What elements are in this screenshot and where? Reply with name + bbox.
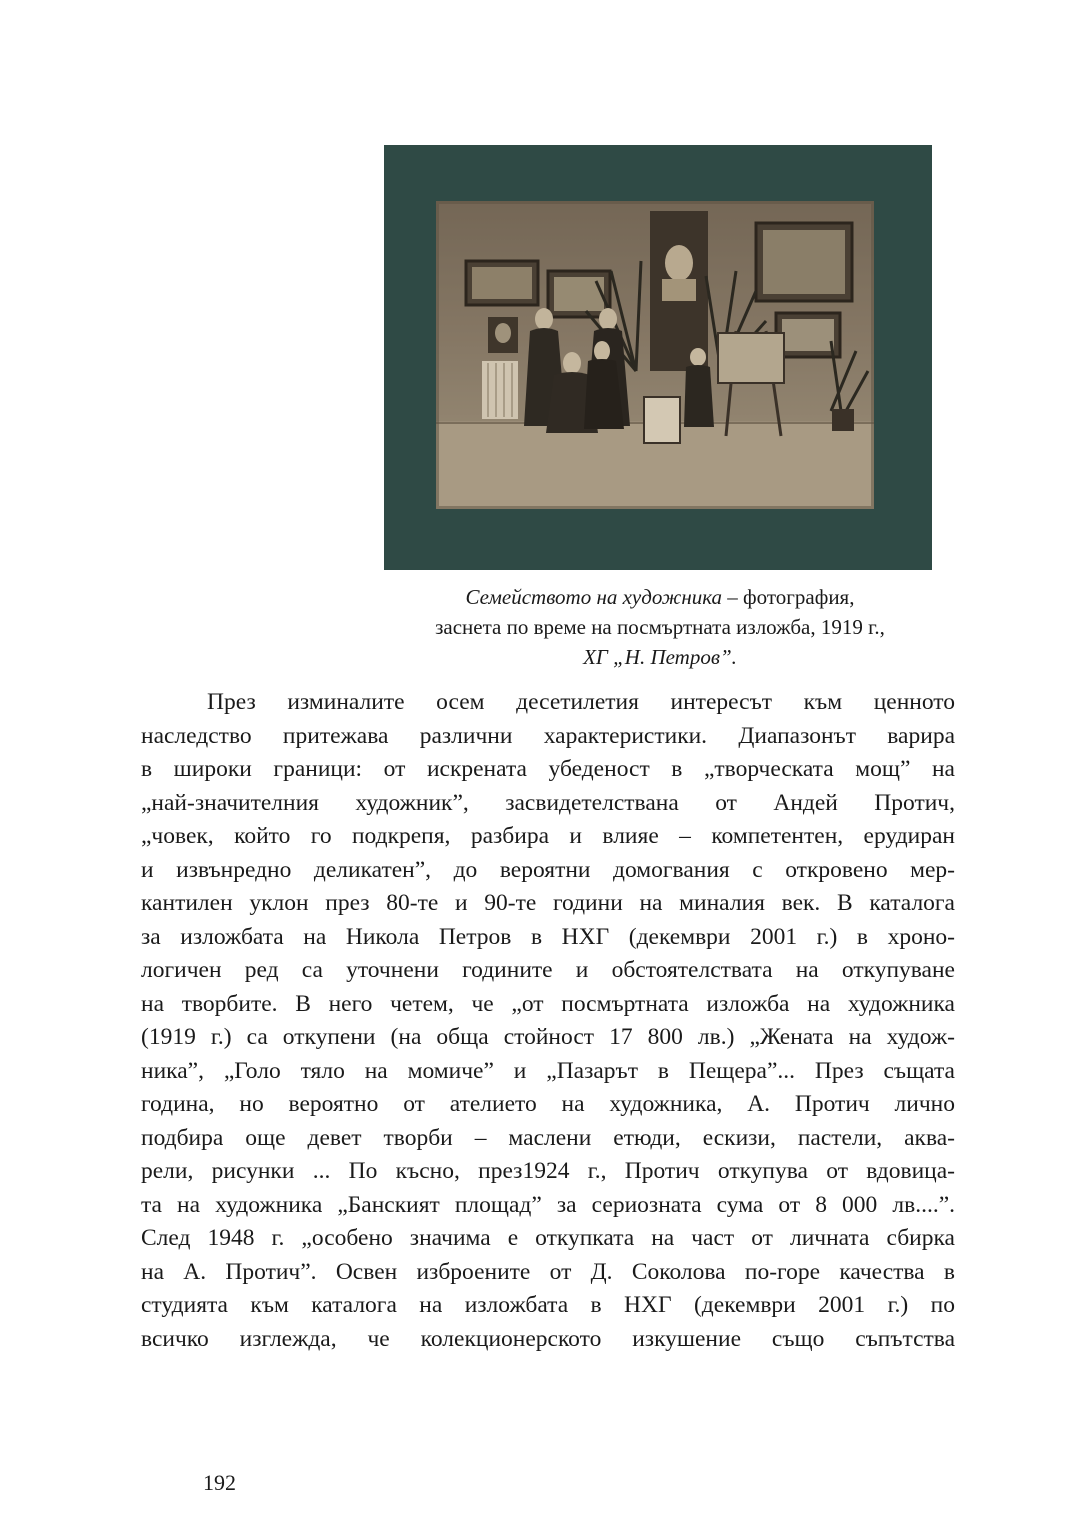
body-line: за изложбата на Никола Петров в НХГ (декември 2001 г.) в хроно-	[141, 923, 955, 950]
body-line: (1919 г.) са откупени (на обща стойност 17 800 лв.) „Жената на худож-	[141, 1024, 955, 1050]
photo-mat	[384, 145, 932, 570]
caption-line-2: заснета по време на посмъртната изложба, 1919 г.,	[435, 615, 885, 639]
body-line: наследство притежава различни характеристики. Диапазонът варира	[141, 722, 955, 749]
page-number: 192	[203, 1470, 236, 1495]
body-line: През изминалите осем десетилетия интересът към ценното	[207, 689, 955, 715]
body-line: в широки граници: от искрената убеденост в „творческата мощ” на	[141, 756, 955, 782]
body-line: на творбите. В него четем, че „от посмъртната изложба на художника	[141, 990, 955, 1017]
body-line: подбира още девет творби – маслени етюди, ескизи, пастели, аква-	[141, 1124, 955, 1151]
historical-photograph	[436, 201, 874, 509]
caption-line-1	[370, 582, 950, 612]
body-line: кантилен уклон през 80-те и 90-те години на миналия век. В каталога	[141, 890, 955, 916]
body-line: ника”, „Голо тяло на момиче” и „Пазарът в Пещера”... През същата	[141, 1057, 955, 1084]
caption-title: Семейството на художника	[465, 585, 723, 609]
body-line: на А. Протич”. Освен изброените от Д. Соколова по-горе качества в	[141, 1258, 955, 1285]
caption-line-3: ХГ „Н. Петров”.	[583, 645, 737, 669]
photo-illustration	[436, 201, 874, 509]
caption-rest: – фотография,	[722, 585, 855, 609]
body-line: След 1948 г. „особено значима е откупката на част от личната сбирка	[141, 1225, 955, 1251]
body-line: „човек, който го подкрепя, разбира и влияе – компетентен, ерудиран	[141, 823, 955, 849]
figure-caption	[370, 582, 950, 672]
body-line: всичко изглежда, че колекционерското изкушение също съпътства	[141, 1325, 955, 1352]
body-line: студията към каталога на изложбата в НХГ (декември 2001 г.) по	[141, 1292, 955, 1318]
body-line: и извънредно деликатен”, до вероятни домогвания с откровено мер-	[141, 856, 955, 883]
body-paragraph	[141, 686, 955, 1356]
body-line: „най-значителния художник”, засвидетелствана от Андей Протич,	[141, 789, 955, 816]
body-line: година, но вероятно от ателието на художника, А. Протич лично	[141, 1091, 955, 1117]
body-line: логичен ред са уточнени годините и обстоятелствата на откупуване	[141, 957, 955, 983]
body-line: рели, рисунки ... По късно, през1924 г., Протич откупува от вдовица-	[141, 1158, 955, 1184]
body-line: та на художника „Банският площад” за сериозната сума от 8 000 лв....”.	[141, 1191, 955, 1218]
